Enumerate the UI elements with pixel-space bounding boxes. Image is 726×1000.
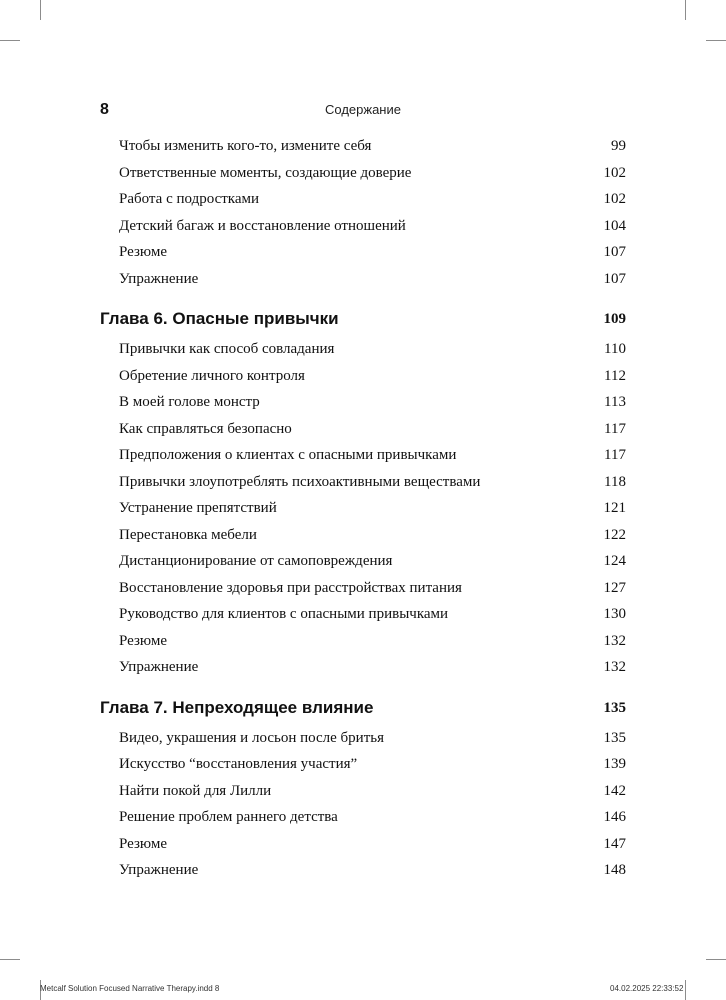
toc-entry — [100, 831, 626, 858]
toc-entry — [100, 601, 626, 628]
toc-entry — [100, 628, 626, 655]
toc-entry — [100, 416, 626, 443]
toc-entry — [100, 495, 626, 522]
toc-entry-page: 104 — [603, 217, 626, 234]
toc-entry-page: 107 — [603, 270, 626, 287]
page-header — [100, 101, 626, 121]
toc-entry-page: 130 — [603, 606, 626, 622]
toc-entry-title: Искусство “восстановления участия” — [119, 756, 358, 772]
toc-entry-title: Чтобы изменить кого-то, измените себя — [119, 138, 372, 154]
toc-entry-title: Привычки как способ совладания — [119, 341, 335, 357]
chapter-title: Глава 6. Опасные привычки — [100, 309, 339, 328]
toc-entry-page: 139 — [603, 756, 626, 772]
toc-entry — [100, 778, 626, 805]
toc-entry-page: 147 — [603, 835, 626, 852]
chapter-page: 135 — [603, 699, 626, 716]
toc-entry-page: 99 — [611, 138, 626, 154]
toc-entry-page: 132 — [603, 659, 626, 675]
toc-entry-title: Упражнение — [119, 270, 199, 287]
toc-entry — [100, 522, 626, 549]
toc-entry — [100, 804, 626, 831]
chapter-title: Глава 7. Непреходящее влияние — [100, 697, 374, 717]
toc-entry-title: Перестановка мебели — [119, 526, 257, 543]
chapter-heading — [100, 304, 626, 334]
crop-mark — [706, 959, 726, 960]
toc-entry-page: 142 — [603, 782, 626, 799]
crop-mark — [706, 40, 726, 41]
toc-entry — [100, 239, 626, 266]
toc-entry-page: 117 — [604, 420, 626, 437]
toc-entry-title: Дистанционирование от самоповреждения — [119, 553, 393, 569]
toc-entry-page: 124 — [603, 553, 626, 569]
toc-entry — [100, 336, 626, 363]
crop-mark — [0, 40, 20, 41]
toc-entry-title: Упражнение — [119, 862, 199, 878]
toc-entry — [100, 469, 626, 496]
toc-entry-page: 146 — [603, 809, 626, 825]
toc-entry-title: Устранение препятствий — [119, 500, 277, 516]
toc-entry — [100, 160, 626, 187]
page-number: 8 — [100, 101, 109, 118]
chapter-page: 109 — [603, 311, 626, 327]
crop-mark — [685, 980, 686, 1000]
toc-entry-page: 102 — [603, 164, 626, 181]
crop-mark — [0, 959, 20, 960]
toc-entry-title: Резюме — [119, 835, 168, 852]
toc-entry-page: 148 — [603, 862, 626, 878]
toc-entry-title: Ответственные моменты, создающие доверие — [119, 164, 412, 181]
toc-entry — [100, 186, 626, 213]
toc-entry — [100, 213, 626, 240]
toc-entry-page: 107 — [603, 244, 626, 260]
toc-entry — [100, 442, 626, 469]
toc-entry-page: 122 — [603, 526, 626, 543]
toc-entry — [100, 654, 626, 681]
toc-entry-page: 110 — [604, 341, 626, 357]
toc-entry-title: Решение проблем раннего детства — [119, 809, 338, 825]
toc-entry-page: 118 — [604, 473, 626, 490]
toc-entry-title: Как справляться безопасно — [119, 420, 292, 437]
crop-mark — [40, 0, 41, 20]
toc-entry-title: Работа с подростками — [119, 191, 260, 207]
toc-entry-title: Предположения о клиентах с опасными привычками — [119, 447, 457, 463]
toc-entry-page: 132 — [603, 632, 626, 649]
toc-entry-title: В моей голове монстр — [119, 394, 260, 410]
toc-entry-page: 102 — [603, 191, 626, 207]
toc-entry-title: Привычки злоупотреблять психоактивными веществами — [119, 473, 481, 490]
slug-timestamp: 04.02.2025 22:33:52 — [610, 984, 684, 993]
toc-entry — [100, 363, 626, 390]
running-head: Содержание — [325, 102, 401, 117]
toc-entry-page: 135 — [603, 729, 626, 746]
toc-entry — [100, 725, 626, 752]
toc-entry — [100, 133, 626, 160]
intro-entries — [100, 133, 626, 292]
toc-entry-page: 112 — [604, 367, 626, 384]
toc-entry — [100, 548, 626, 575]
toc-entry-page: 113 — [604, 394, 626, 410]
toc-entry-page: 127 — [603, 579, 626, 596]
chapter-heading — [100, 693, 626, 723]
toc-entry-title: Резюме — [119, 632, 168, 649]
toc-entry — [100, 389, 626, 416]
toc-entry-title: Восстановление здоровья при расстройствах питания — [119, 579, 462, 596]
toc-entry-title: Видео, украшения и лосьон после бритья — [119, 729, 384, 746]
toc-entry-title: Обретение личного контроля — [119, 367, 305, 384]
table-of-contents — [100, 133, 626, 884]
toc-entry — [100, 751, 626, 778]
slug-filename: Metcalf Solution Focused Narrative Therapy.indd 8 — [40, 984, 220, 993]
toc-entry-title: Резюме — [119, 244, 168, 260]
crop-mark — [685, 0, 686, 20]
toc-entry-title: Детский багаж и восстановление отношений — [119, 217, 406, 234]
toc-entry — [100, 857, 626, 884]
toc-entry-title: Руководство для клиентов с опасными привычками — [119, 606, 449, 622]
toc-entry-page: 121 — [603, 500, 626, 516]
toc-entry-title: Упражнение — [119, 659, 199, 675]
toc-entry — [100, 575, 626, 602]
toc-entry-title: Найти покой для Лилли — [119, 782, 272, 799]
toc-entry — [100, 266, 626, 293]
toc-entry-page: 117 — [604, 447, 626, 463]
